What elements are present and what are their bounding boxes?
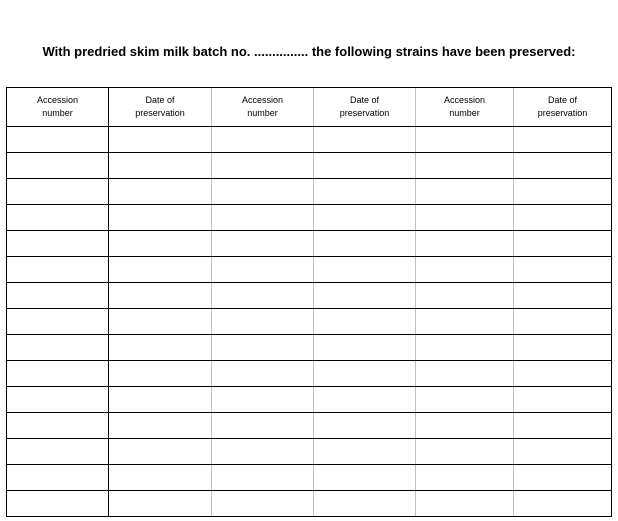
date-of-preservation-cell[interactable] [314,205,416,231]
column-header-date-of-preservation-1: Date of preservation [109,88,212,127]
accession-number-cell[interactable] [416,413,514,439]
accession-number-cell[interactable] [7,309,109,335]
accession-number-cell[interactable] [416,231,514,257]
accession-number-cell[interactable] [416,387,514,413]
table-row [7,257,612,283]
accession-number-cell[interactable] [212,127,314,153]
date-of-preservation-cell[interactable] [109,205,212,231]
table-row [7,413,612,439]
accession-number-cell[interactable] [7,231,109,257]
column-header-accession-number-3: Accession number [416,88,514,127]
accession-number-cell[interactable] [212,465,314,491]
column-header-date-of-preservation-2: Date of preservation [314,88,416,127]
column-header-accession-number-1: Accession number [7,88,109,127]
accession-number-cell[interactable] [7,179,109,205]
date-of-preservation-cell[interactable] [514,283,612,309]
accession-number-cell[interactable] [416,283,514,309]
accession-number-cell[interactable] [416,127,514,153]
table-row [7,179,612,205]
date-of-preservation-cell[interactable] [314,361,416,387]
accession-number-cell[interactable] [7,335,109,361]
accession-number-cell[interactable] [212,231,314,257]
date-of-preservation-cell[interactable] [314,387,416,413]
accession-number-cell[interactable] [416,309,514,335]
date-of-preservation-cell[interactable] [514,205,612,231]
date-of-preservation-cell[interactable] [109,361,212,387]
date-of-preservation-cell[interactable] [314,413,416,439]
date-of-preservation-cell[interactable] [314,491,416,517]
date-of-preservation-cell[interactable] [109,413,212,439]
accession-number-cell[interactable] [7,257,109,283]
accession-number-cell[interactable] [416,257,514,283]
date-of-preservation-cell[interactable] [314,153,416,179]
date-of-preservation-cell[interactable] [514,257,612,283]
date-of-preservation-cell[interactable] [514,231,612,257]
table-row [7,283,612,309]
table-row [7,491,612,517]
date-of-preservation-cell[interactable] [514,439,612,465]
table-row [7,127,612,153]
date-of-preservation-cell[interactable] [109,439,212,465]
accession-number-cell[interactable] [212,439,314,465]
accession-number-cell[interactable] [416,491,514,517]
accession-number-cell[interactable] [7,283,109,309]
date-of-preservation-cell[interactable] [514,491,612,517]
table-row [7,153,612,179]
accession-number-cell[interactable] [212,413,314,439]
accession-number-cell[interactable] [416,465,514,491]
accession-number-cell[interactable] [212,179,314,205]
accession-number-cell[interactable] [416,179,514,205]
accession-number-cell[interactable] [7,387,109,413]
accession-number-cell[interactable] [212,205,314,231]
date-of-preservation-cell[interactable] [314,309,416,335]
date-of-preservation-cell[interactable] [109,465,212,491]
column-header-accession-number-2: Accession number [212,88,314,127]
accession-number-cell[interactable] [212,335,314,361]
accession-number-cell[interactable] [7,361,109,387]
accession-number-cell[interactable] [212,153,314,179]
table-row [7,439,612,465]
table-row [7,465,612,491]
preservation-record-table [6,87,612,517]
date-of-preservation-cell[interactable] [514,465,612,491]
table-row [7,309,612,335]
date-of-preservation-cell[interactable] [514,413,612,439]
accession-number-cell[interactable] [212,309,314,335]
accession-number-cell[interactable] [7,153,109,179]
column-header-date-of-preservation-3: Date of preservation [514,88,612,127]
accession-number-cell[interactable] [416,153,514,179]
date-of-preservation-cell[interactable] [109,283,212,309]
accession-number-cell[interactable] [416,205,514,231]
accession-number-cell[interactable] [212,491,314,517]
accession-number-cell[interactable] [7,205,109,231]
date-of-preservation-cell[interactable] [109,335,212,361]
date-of-preservation-cell[interactable] [514,361,612,387]
date-of-preservation-cell[interactable] [514,153,612,179]
table-row [7,231,612,257]
table-body [7,127,612,517]
date-of-preservation-cell[interactable] [109,309,212,335]
date-of-preservation-cell[interactable] [109,231,212,257]
accession-number-cell[interactable] [212,283,314,309]
date-of-preservation-cell[interactable] [514,387,612,413]
date-of-preservation-cell[interactable] [314,283,416,309]
date-of-preservation-cell[interactable] [109,491,212,517]
date-of-preservation-cell[interactable] [514,127,612,153]
date-of-preservation-cell[interactable] [109,127,212,153]
date-of-preservation-cell[interactable] [314,335,416,361]
date-of-preservation-cell[interactable] [109,153,212,179]
accession-number-cell[interactable] [416,439,514,465]
date-of-preservation-cell[interactable] [109,257,212,283]
date-of-preservation-cell[interactable] [314,127,416,153]
date-of-preservation-cell[interactable] [314,465,416,491]
accession-number-cell[interactable] [212,257,314,283]
table-row [7,387,612,413]
date-of-preservation-cell[interactable] [314,179,416,205]
date-of-preservation-cell[interactable] [514,179,612,205]
table-row [7,205,612,231]
date-of-preservation-cell[interactable] [314,231,416,257]
form-heading: With predried skim milk batch no. ............... the following strains have been preserved: [42,44,576,59]
accession-number-cell[interactable] [7,465,109,491]
accession-number-cell[interactable] [416,361,514,387]
accession-number-cell[interactable] [416,335,514,361]
date-of-preservation-cell[interactable] [314,439,416,465]
accession-number-cell[interactable] [7,413,109,439]
date-of-preservation-cell[interactable] [514,335,612,361]
table-row [7,335,612,361]
accession-number-cell[interactable] [7,127,109,153]
accession-number-cell[interactable] [7,491,109,517]
date-of-preservation-cell[interactable] [514,309,612,335]
accession-number-cell[interactable] [7,439,109,465]
accession-number-cell[interactable] [212,361,314,387]
table-row [7,361,612,387]
date-of-preservation-cell[interactable] [314,257,416,283]
date-of-preservation-cell[interactable] [109,387,212,413]
accession-number-cell[interactable] [212,387,314,413]
table-header-row [7,88,612,127]
date-of-preservation-cell[interactable] [109,179,212,205]
